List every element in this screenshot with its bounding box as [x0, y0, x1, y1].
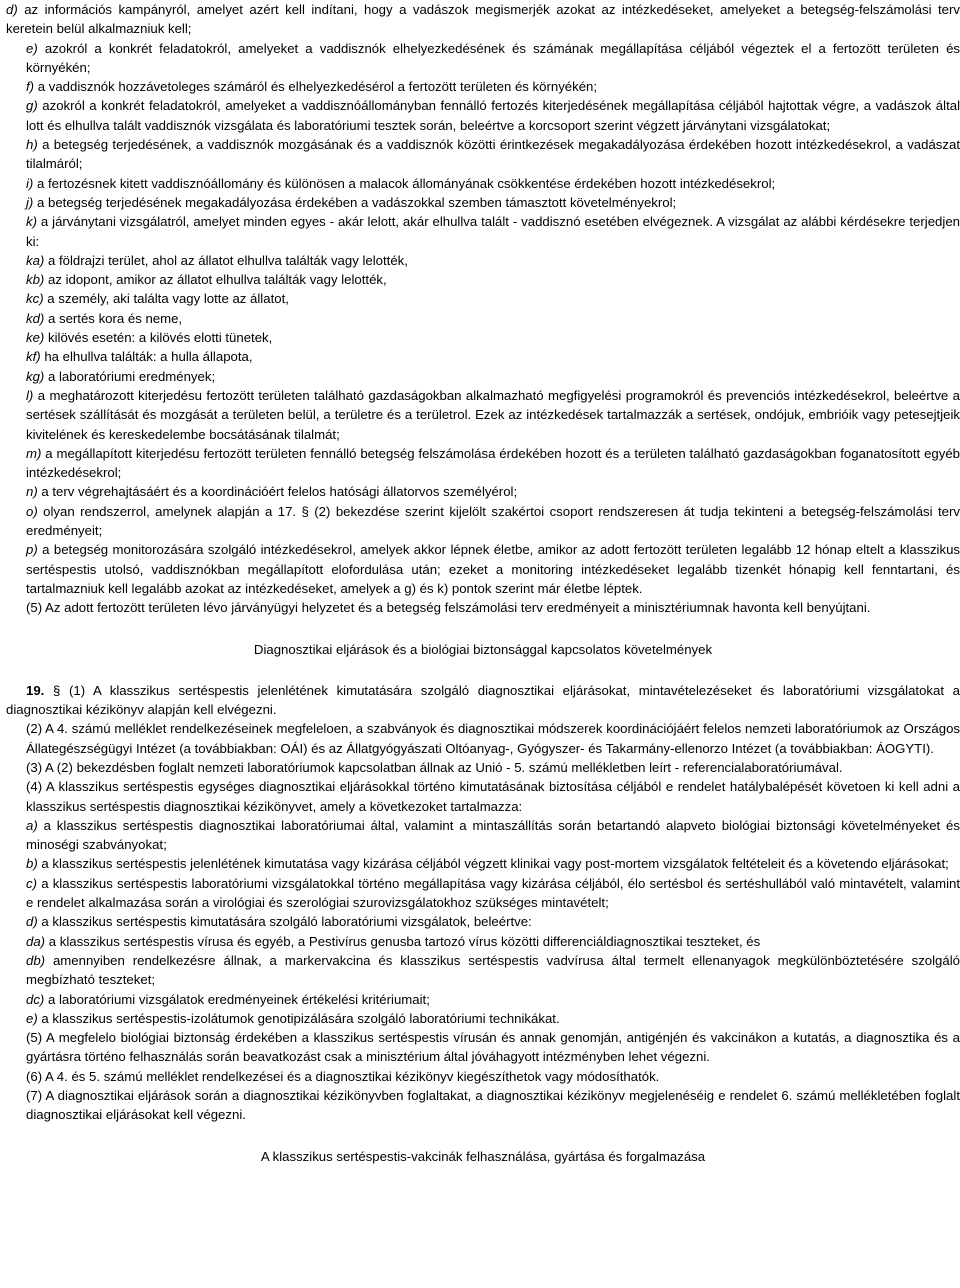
paragraph-f: f) a vaddisznók hozzávetoleges számáról és elhelyezkedésérol a fertozött területen és környékén;: [26, 79, 598, 95]
item-marker: l): [26, 387, 34, 403]
item-marker: e): [26, 40, 38, 56]
item-marker: a): [26, 817, 38, 833]
item-marker: j): [26, 194, 34, 210]
section-19-paragraph-6: (6) A 4. és 5. számú melléklet rendelkezései és a diagnosztikai kézikönyv kiegészíthetok vagy módosíthatók.: [26, 1068, 660, 1084]
paragraph-g: g) azokról a konkrét feladatokról, amelyeket a vaddisznóállományban fennálló fertozés kiterjedésének megállapítása céljából hajtottak végre, a vadászok által lott és elhullva talált vaddisznók vizsgálata és laboratóriumi tesztek során, beleértve a korcsoport szerint végzett járványtani vizsgálatokat;: [26, 98, 960, 133]
item-marker: d): [6, 2, 18, 17]
section-heading-diagnostics: Diagnosztikai eljárások és a biológiai biztonsággal kapcsolatos követelmények: [253, 641, 713, 657]
paragraph-ka: ka) a földrajzi terület, ahol az állatot elhullva találták vagy lelotték,: [26, 252, 408, 268]
section-19-item-b: b) a klasszikus sertéspestis jelenlétének kimutatása vagy kizárása céljából végzett klinikai vagy post-mortem vizsgálatok feltételeit és a követendo eljárásokat;: [26, 856, 949, 872]
item-marker: da): [26, 933, 46, 949]
item-marker: n): [26, 484, 38, 500]
item-marker: i): [26, 175, 34, 191]
item-marker: b): [26, 856, 38, 872]
item-marker: k): [26, 214, 37, 230]
paragraph-kg: kg) a laboratóriumi eredmények;: [26, 368, 216, 384]
item-marker: dc): [26, 991, 45, 1007]
section-19-item-db: db) amennyiben rendelkezésre állnak, a markervakcina és klasszikus sertéspestis vadvírusa által termelt ellenanyagok megkülönböztetésére szolgáló megbízható teszteket;: [26, 952, 960, 988]
item-marker: ke): [26, 330, 45, 346]
paragraph-ke: ke) kilövés esetén: a kilövés elotti tünetek,: [26, 330, 273, 346]
paragraph-kb: kb) az idopont, amikor az állatot elhullva találták vagy lelotték,: [26, 272, 387, 288]
section-number: 19.: [26, 682, 45, 698]
paragraph-kf: kf) ha elhullva találták: a hulla állapota,: [26, 349, 253, 365]
paragraph-k: k) a járványtani vizsgálatról, amelyet minden egyes - akár lelott, akár elhullva talált - vaddisznó esetében elvégeznek. A vizsgálat az alábbi kérdésekre terjedjen ki:: [26, 214, 960, 249]
item-marker: f): [26, 79, 35, 95]
paragraph-5: (5) Az adott fertozött területen lévo járványügyi helyzetet és a betegség felszámolási terv eredményeit a minisztériumnak havonta kell benyújtani.: [26, 600, 871, 616]
paragraph-kc: kc) a személy, aki találta vagy lotte az állatot,: [26, 291, 289, 307]
item-marker: g): [26, 98, 38, 114]
item-marker: m): [26, 445, 42, 461]
section-19-item-a: a) a klasszikus sertéspestis diagnosztikai laboratóriumai által, valamint a mintaszállítás során betartandó alapveto biológiai biztonsági követelményeket és minoségi szabványokat;: [26, 817, 960, 853]
paragraph-m: m) a megállapított kiterjedésu fertozött területen fennálló betegség felszámolása érdekében hozott és a területen található gazdaságokban foganatosított egyéb intézkedésekrol;: [26, 445, 960, 481]
paragraph-j: j) a betegség terjedésének megakadályozása érdekében a vadászokkal szemben támasztott követelményekrol;: [26, 194, 677, 210]
item-marker: d): [26, 914, 38, 930]
paragraph-kd: kd) a sertés kora és neme,: [26, 310, 183, 326]
item-marker: kc): [26, 291, 44, 307]
section-19-paragraph-3: (3) A (2) bekezdésben foglalt nemzeti laboratóriumok kapcsolatban állnak az Unió - 5. számú mellékletben leírt - referencialaboratóriumával.: [26, 759, 843, 775]
section-19-paragraph-1: [6, 681, 960, 720]
paragraph-i: i) a fertozésnek kitett vaddisznóállomány és különösen a malacok állományának csökkentése érdekében hozott intézkedésekrol;: [26, 175, 776, 191]
item-marker: kb): [26, 272, 45, 288]
item-marker: kg): [26, 368, 45, 384]
section-19-paragraph-2: (2) A 4. számú melléklet rendelkezéseinek megfeleloen, a szabványok és diagnosztikai módszerek koordinációjáért felelos nemzeti laboratóriumok az Országos Állategészségügyi Intézet (a továbbiakban: OÁI) és az Állatgyógyászati Oltóanyag-, Gyógyszer- és Takarmány-ellenorzo Intézet (a továbbiakban: ÁOGYTI).: [26, 721, 960, 756]
section-19-item-dc: dc) a laboratóriumi vizsgálatok eredményeinek értékelési kritériumait;: [26, 991, 430, 1007]
item-marker: o): [26, 503, 38, 519]
section-19-item-d: d) a klasszikus sertéspestis kimutatására szolgáló laboratóriumi vizsgálatok, beleértve:: [26, 914, 532, 930]
item-marker: db): [26, 952, 46, 968]
item-marker: ka): [26, 252, 45, 268]
paragraph-p: p) a betegség monitorozására szolgáló intézkedésekrol, amelyek akkor lépnek életbe, amikor az adott fertozött területen legalább 12 hónap eltelt a klasszikus sertéspestis utolsó, vaddisznókban megállapított elofordulása után; ezeket a monitoring intézkedéseket legalább tizenkét hónapig kell fenntartani, és tartalmazniuk kell legalább azokat az intézkedéseket, amelyek a g) és k) pontok szerint már életbe léptek.: [26, 542, 960, 596]
paragraph-h: h) a betegség terjedésének, a vaddisznók mozgásának és a vaddisznók közötti érintkezések megakadályozása érdekében hozott intézkedésekrol, a vadászat tilalmáról;: [26, 137, 960, 172]
section-19-item-da: da) a klasszikus sertéspestis vírusa és egyéb, a Pestivírus genusba tartozó vírus közötti differenciáldiagnosztikai teszteket, és: [26, 933, 761, 949]
paragraph-e: e) azokról a konkrét feladatokról, amelyeket a vaddisznók elhelyezkedésének és számának megállapítása céljából végeztek el a fertozött területen és környékén;: [26, 40, 960, 75]
paragraph-l: l) a meghatározott kiterjedésu fertozött területen található gazdaságokban alkalmazható megfigyelési programokról és prevenciós intézkedésekrol, beleértve a sertések szállítását és mozgását a területen belül, a területre és a területrol. Ezek az intézkedések tartalmazzák a sertések, ondójuk, embrióik vagy petesejtjeik kivitelének és kereskedelembe bocsátásának tilalmát;: [26, 387, 960, 442]
section-19-paragraph-7: (7) A diagnosztikai eljárások során a diagnosztikai kézikönyvben foglaltakat, a diagnosztikai kézikönyv megjelenéséig e rendelet 6. számú mellékletében foglalt diagnosztikai eljárásokat kell végezni.: [26, 1088, 960, 1123]
section-19-paragraph-4: (4) A klasszikus sertéspestis egységes diagnosztikai eljárásokkal történo kimutatásának biztosítása céljából e rendelet hatálybalépését követoen ki kell adni a klasszikus sertéspestis diagnosztikai kézikönyvet, amely a következoket tartalmazza:: [26, 779, 960, 814]
item-marker: e): [26, 1010, 38, 1026]
paragraph-d: d) az információs kampányról, amelyet azért kell indítani, hogy a vadászok megismerjék azokat az intézkedéseket, amelyeket a betegség-felszámolási terv keretein belül alkalmazniuk kell;: [6, 2, 960, 37]
item-marker: c): [26, 875, 37, 891]
item-marker: kf): [26, 349, 41, 365]
section-heading-vaccines: A klasszikus sertéspestis-vakcinák felhasználása, gyártása és forgalmazása: [260, 1148, 706, 1164]
section-19-item-e: e) a klasszikus sertéspestis-izolátumok genotipizálására szolgáló laboratóriumi technikákat.: [26, 1010, 560, 1026]
section-19-paragraph-5: (5) A megfelelo biológiai biztonság érdekében a klasszikus sertéspestis vírusán és annak genomján, antigénjén és vakcinákon a kutatás, a diagnosztika és a gyártásra történo felhasználás során beavatkozást csak a minisztérium által jóváhagyott intézményben lehet végezni.: [26, 1030, 960, 1065]
section-19-item-c: c) a klasszikus sertéspestis laboratóriumi vizsgálatokkal történo megállapítása vagy kizárása céljából, élo sertésbol és sertéshullából való mintavételt, valamint e rendelet alkalmazása során a virológiai és szerológiai szurovizsgálatokhoz szükséges mintavételt;: [26, 875, 960, 911]
paragraph-n: n) a terv végrehajtásáért és a koordinációért felelos hatósági állatorvos személyérol;: [26, 484, 518, 500]
item-marker: kd): [26, 310, 45, 326]
item-marker: h): [26, 137, 38, 153]
paragraph-o: o) olyan rendszerrol, amelynek alapján a 17. § (2) bekezdése szerint kijelölt szakértoi csoport rendszeresen át tudja tekinteni a betegség-felszámolási terv eredményeit;: [26, 503, 960, 539]
item-marker: p): [26, 542, 38, 558]
section-19-text-1: § (1) A klasszikus sertéspestis jelenlétének kimutatására szolgáló diagnosztikai eljárásokat, mintavételezéseket és laboratóriumi vizsgálatokat a diagnosztikai kézikönyv alapján kell elvégezni.: [6, 682, 960, 718]
